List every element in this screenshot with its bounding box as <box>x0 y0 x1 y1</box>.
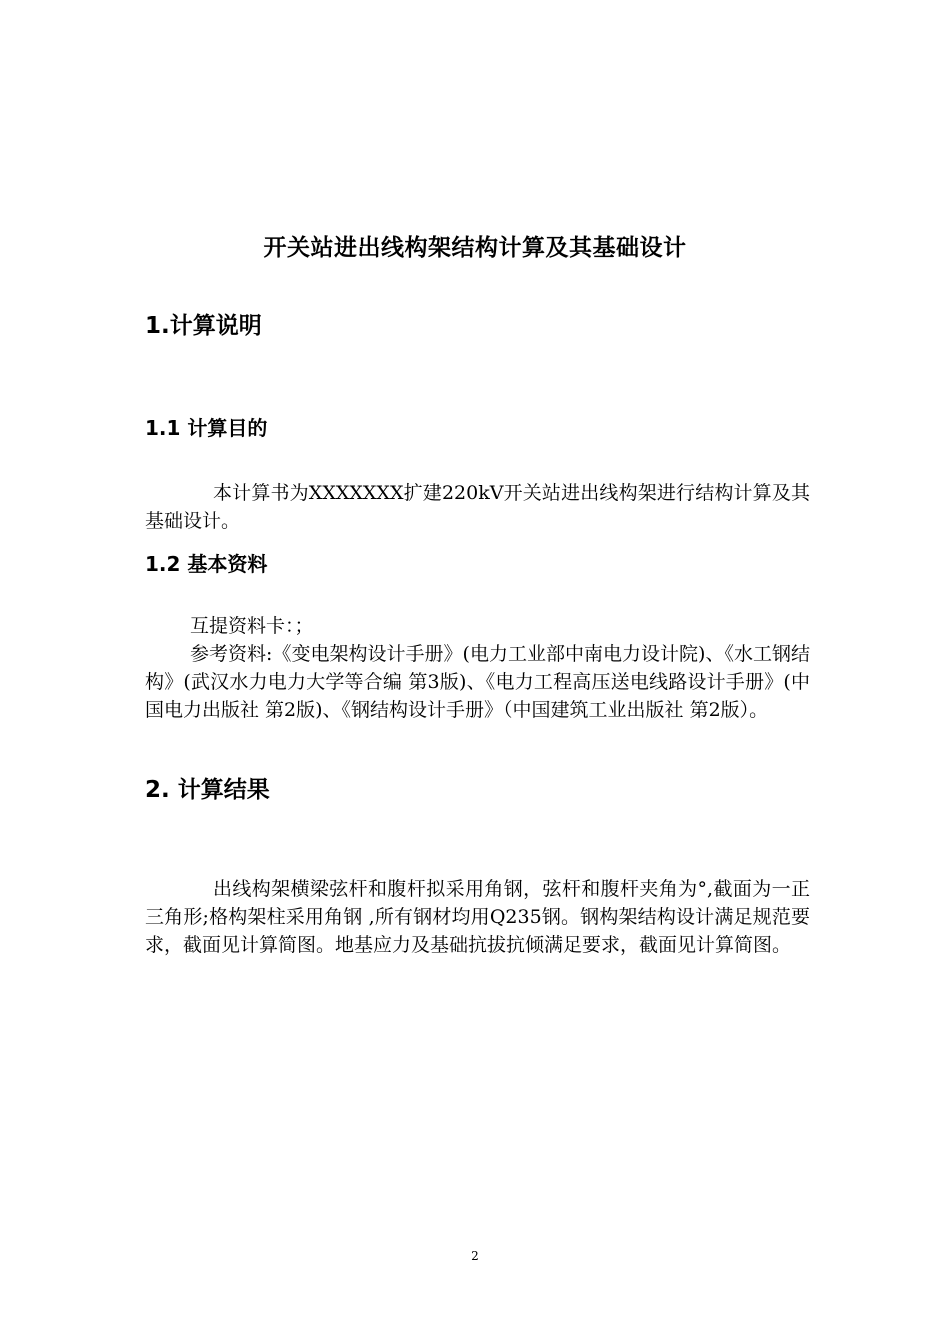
section-1-2-heading: 1.2 基本资料 <box>145 552 268 576</box>
section-1-heading: 1.计算说明 <box>145 313 262 339</box>
document-title: 开关站进出线构架结构计算及其基础设计 <box>263 235 687 261</box>
section-1-1-heading: 1.1 计算目的 <box>145 416 268 440</box>
page-number: 2 <box>471 1249 479 1263</box>
section-1-1-body: 本计算书为XXXXXXX扩建220kV开关站进出线构架进行结构计算及其基础设计。 <box>145 482 810 532</box>
section-1-2-line-1: 互提资料卡：； <box>190 615 314 637</box>
section-2-heading: 2. 计算结果 <box>145 777 270 803</box>
section-2-body: 出线构架横梁弦杆和腹杆拟采用角钢，弦杆和腹杆夹角为°,截面为一正三角形;格构架柱采用角钢 ,所有钢材均用Q235钢。钢构架结构设计满足规范要求，截面见计算简图。地基应力及基础抗拔抗倾满足要求，截面见计算简图。 <box>145 878 810 956</box>
section-1-2-references: 参考资料:《变电架构设计手册》(电力工业部中南电力设计院)、《水工钢结构》(武汉水力电力大学等合编 第3版)、《电力工程高压送电线路设计手册》(中国电力出版社 第2版)、《钢结构设计手册》（中国建筑工业出版社 第2版）。 <box>145 643 810 721</box>
